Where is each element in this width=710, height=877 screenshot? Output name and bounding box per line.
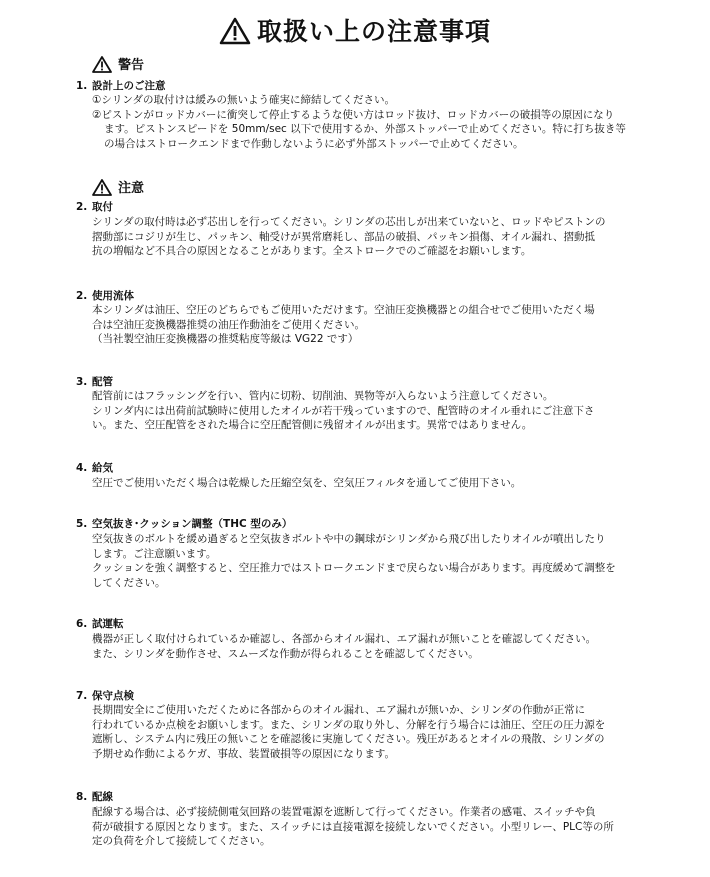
section-body-design (92, 93, 667, 151)
body-line: クッションを強く調整すると、空圧推力ではストロークエンドまで戻らない場合があります。再度緩めて調整を (92, 562, 616, 574)
body-line: 定の負荷を介して接続してください。 (92, 835, 271, 847)
section-title: 取付 (92, 201, 113, 213)
body-line: 抗の増幅など不具合の原因となることがあります。全ストロークでのご確認をお願いします。 (92, 245, 532, 257)
body-line: 空気抜きのボルトを緩め過ぎると空気抜きボルトや中の鋼球がシリンダから飛び出したりオイルが噴出したり (92, 533, 606, 545)
section-title: 給気 (92, 462, 113, 474)
body-line: 荷が破損する原因となります。また、スイッチには直接電源を接続しないでください。小型リレー、PLC等の所 (92, 820, 614, 833)
section-body-fluid (92, 303, 667, 347)
section-body-mounting (92, 215, 667, 259)
caution-triangle-icon (92, 179, 112, 196)
body-line: してください。 (92, 576, 166, 589)
warning-triangle-icon (92, 56, 112, 73)
section-number: 6. (76, 618, 88, 630)
body-line: ます。ピストンスピードを 50mm/sec 以下で使用するか、外部ストッパーで止めてください。特に打ち抜き等 (104, 123, 626, 135)
section-title: 試運転 (92, 618, 124, 630)
section-number: 1. (76, 80, 88, 92)
body-line: 摺動部にコジリが生じ、パッキン、軸受けが異常磨耗し、部品の破損、パッキン損傷、オイル漏れ、摺動抵 (92, 230, 596, 243)
section-body-maintenance (92, 703, 667, 761)
section-heading-air-supply (76, 460, 113, 475)
section-title: 空気抜き･クッション調整（THC 型のみ） (92, 518, 293, 530)
section-title: 配線 (92, 791, 113, 803)
body-line: 行われているか点検をお願いします。また、シリンダの取り外し、分解を行う場合には油圧、空圧の圧力源を (92, 718, 606, 731)
body-line: シリンダの取付時は必ず芯出しを行ってください。シリンダの芯出しが出来ていないと、ロッドやピストンの (92, 216, 606, 228)
section-number: 3. (76, 376, 88, 388)
body-line: 配線する場合は、必ず接続側電気回路の装置電源を遮断して行ってください。作業者の感電、スイッチや負 (92, 806, 596, 818)
warning-heading-label: 警告 (118, 58, 145, 73)
section-number: 4. (76, 462, 88, 474)
section-heading-cushion (76, 516, 292, 531)
body-line: 遮断し、システム内に残圧の無いことを確認後に実施してください。残圧があるとオイルの飛散、シリンダの (92, 733, 605, 745)
body-line: い。また、空圧配管をされた場合に空圧配管側に残留オイルが出ます。異常ではありません。 (92, 419, 533, 431)
body-line: ②ピストンがロッドカバーに衝突して停止するような使い方はロッド抜け、ロッドカバーの破損等の原因になり (92, 108, 615, 121)
body-line: （当社製空油圧変換機器の推奨粘度等級は VG22 です） (92, 333, 359, 345)
warning-heading (92, 54, 144, 73)
section-body-wiring (92, 805, 667, 849)
section-body-cushion (92, 532, 667, 590)
section-number: 7. (76, 690, 88, 702)
section-number: 2. (76, 290, 88, 302)
body-line: の場合はストロークエンドまで作動しないように必ず外部ストッパーで止めてください。 (104, 137, 524, 150)
section-number: 2. (76, 201, 88, 213)
section-title: 使用流体 (92, 290, 134, 302)
body-line: 空圧でご使用いただく場合は乾燥した圧縮空気を、空気圧フィルタを通してご使用下さい。 (92, 477, 522, 489)
section-heading-wiring (76, 789, 113, 804)
section-heading-maintenance (76, 688, 134, 703)
section-body-air-supply (92, 476, 667, 491)
body-line: ①シリンダの取付けは緩みの無いよう確実に締結してください。 (92, 94, 395, 106)
section-body-trial-run (92, 632, 667, 661)
section-heading-piping (76, 374, 113, 389)
caution-heading-label: 注意 (118, 181, 145, 196)
body-line: シリンダ内には出荷前試験時に使用したオイルが若干残っていますので、配管時のオイル垂れにご注意下さ (92, 404, 595, 417)
section-body-piping (92, 389, 667, 433)
section-number: 8. (76, 791, 88, 803)
section-number: 5. (76, 518, 88, 530)
section-title: 設計上のご注意 (92, 80, 166, 92)
page-title-text: 取扱い上の注意事項 (256, 17, 491, 46)
body-line: また、シリンダを動作させ、スムーズな作動が得られることを確認してください。 (92, 647, 479, 660)
body-line: 配管前にはフラッシングを行い、管内に切粉、切削油、異物等が入らないよう注意してください。 (92, 390, 554, 402)
body-line: します。ご注意願います。 (92, 547, 217, 560)
page-title (0, 12, 710, 48)
body-line: 合は空油圧変換機器推奨の油圧作動油をご使用ください。 (92, 318, 365, 331)
section-title: 保守点検 (92, 690, 134, 702)
body-line: 予期せぬ作動によるケガ、事故、装置破損等の原因になります。 (92, 747, 396, 760)
warning-triangle-icon (219, 17, 251, 45)
body-line: 本シリンダは油圧、空圧のどちらでもご使用いただけます。空油圧変換機器との組合せでご使用いただく場 (92, 304, 595, 316)
section-title: 配管 (92, 376, 113, 388)
section-heading-trial-run (76, 616, 124, 631)
section-heading-design (76, 78, 166, 93)
section-heading-fluid (76, 288, 134, 303)
caution-heading (92, 177, 144, 196)
body-line: 長期間安全にご使用いただくために各部からのオイル漏れ、エア漏れが無いか、シリンダの作動が正常に (92, 704, 586, 716)
body-line: 機器が正しく取付けられているか確認し、各部からオイル漏れ、エア漏れが無いことを確認してください。 (92, 633, 597, 645)
section-heading-mounting (76, 199, 113, 214)
